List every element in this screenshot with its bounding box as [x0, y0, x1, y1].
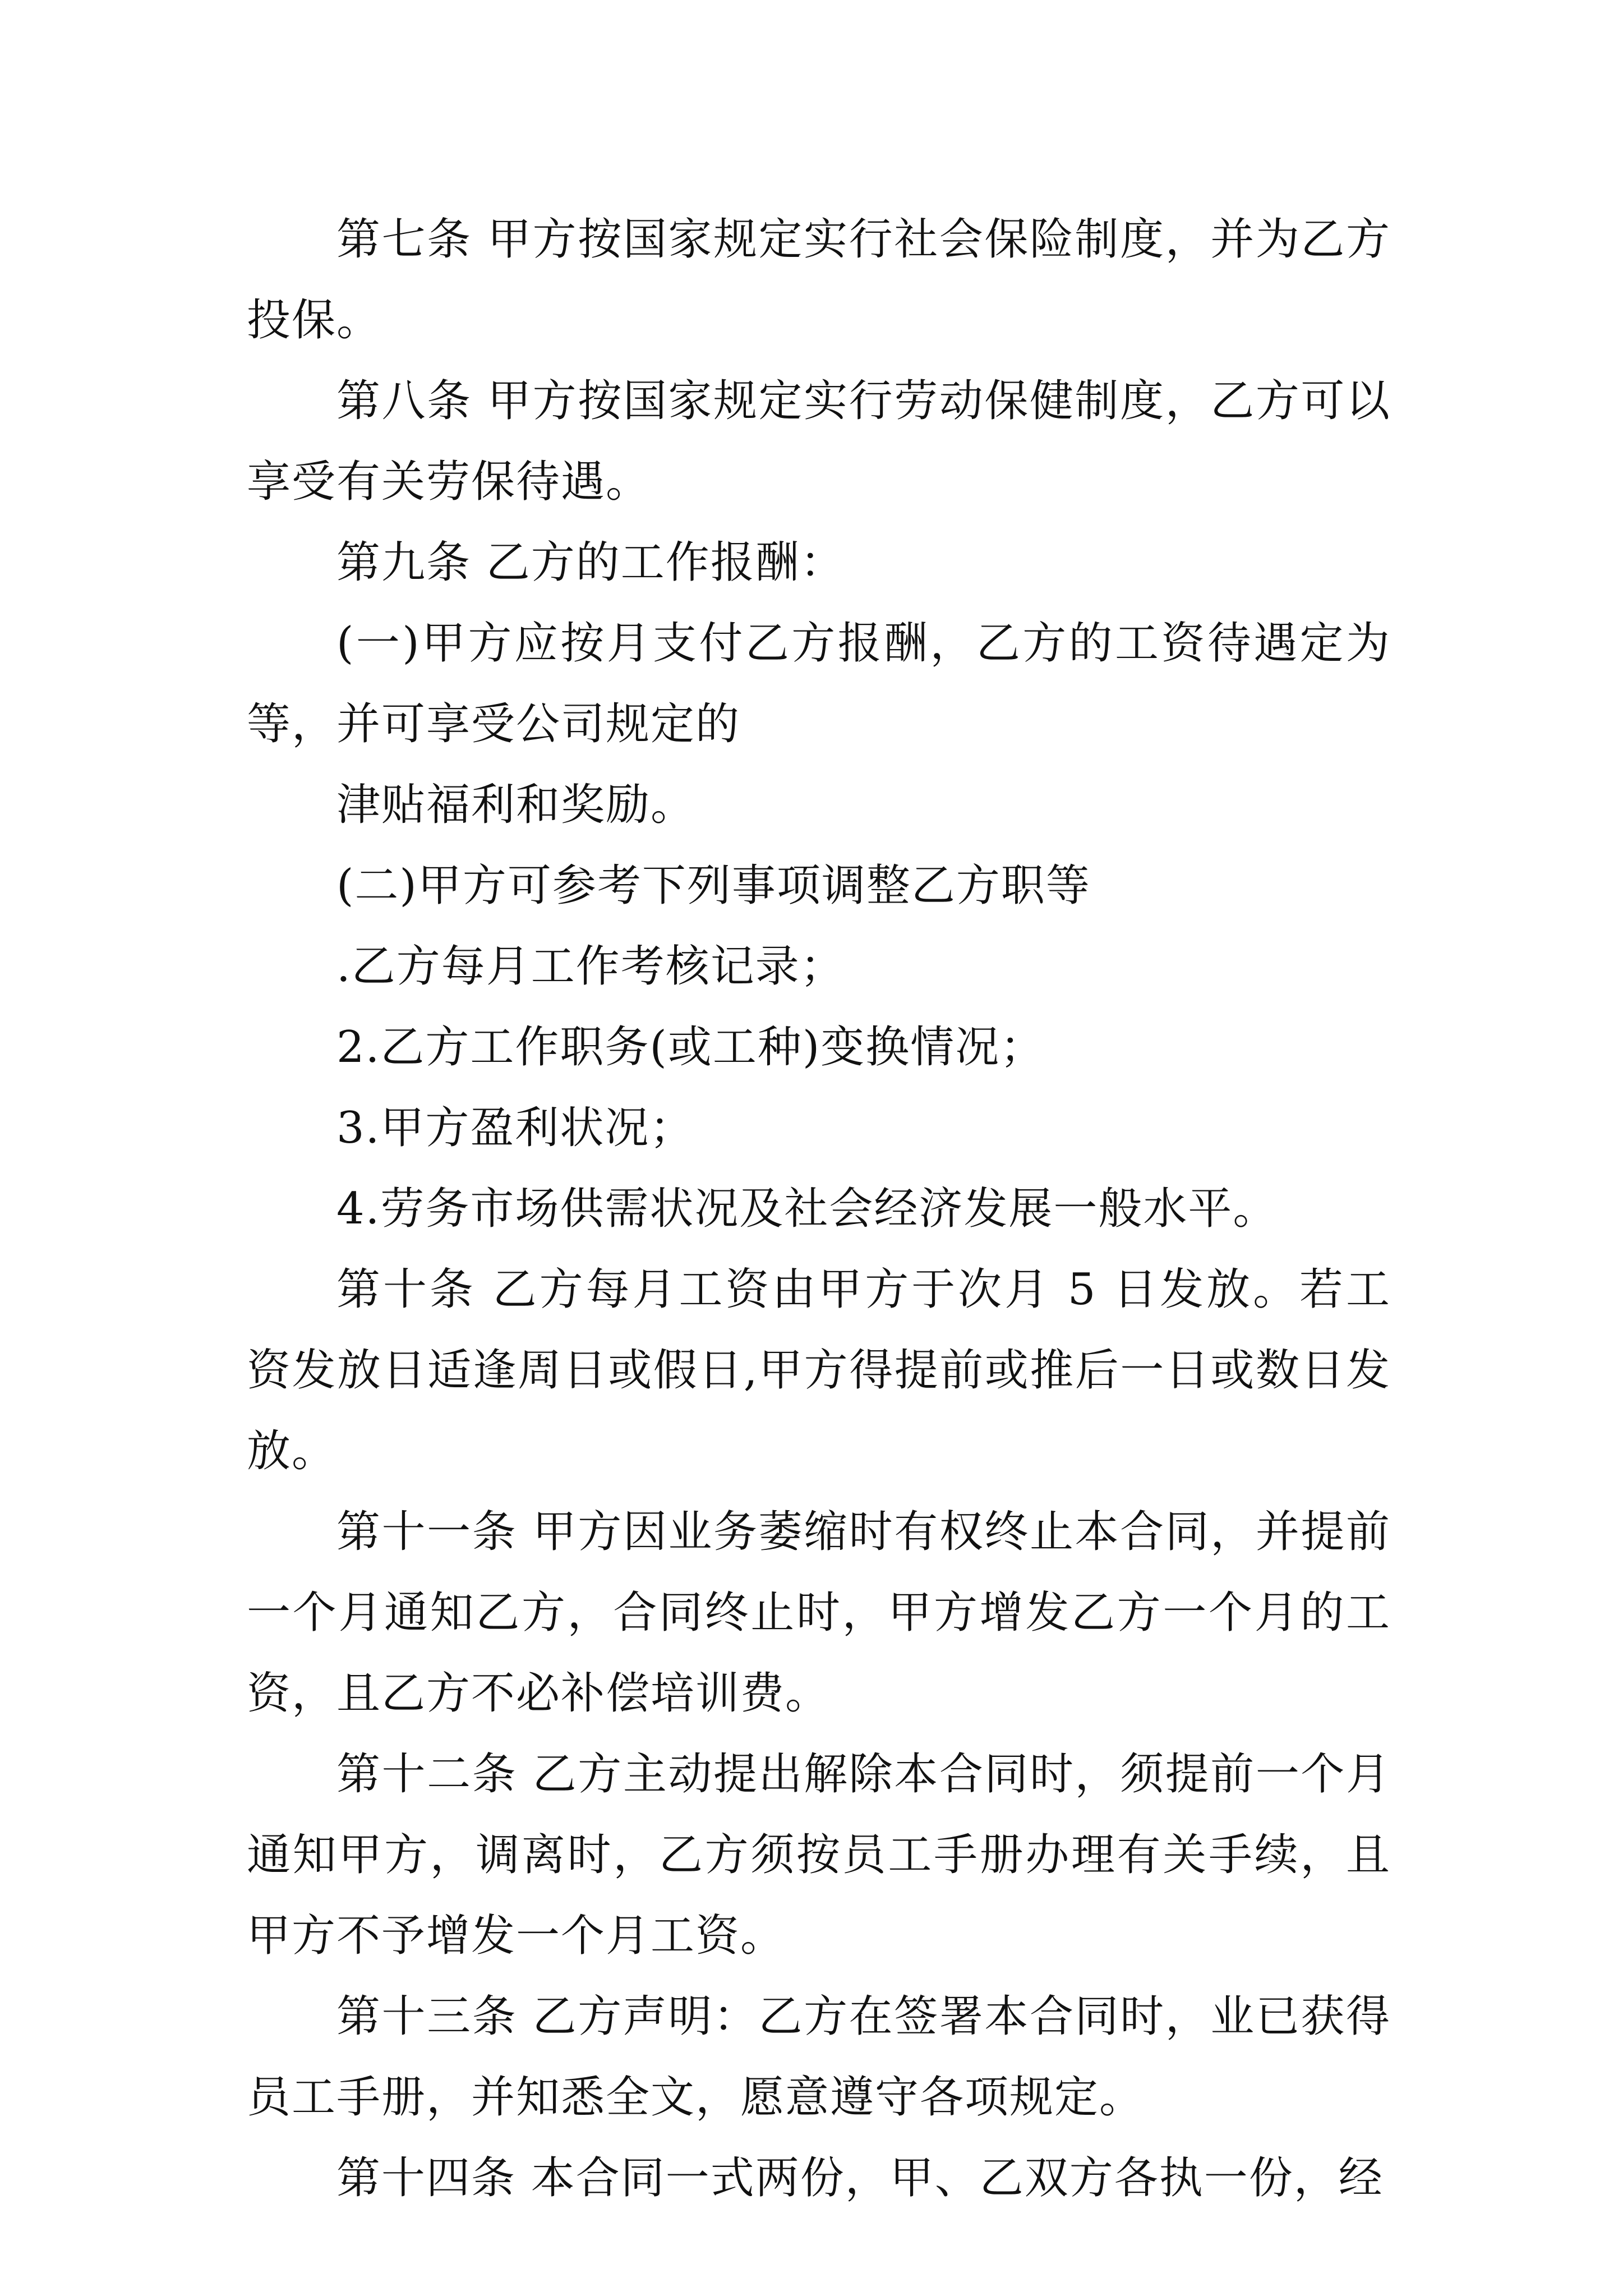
article-7: 第七条 甲方按国家规定实行社会保险制度，并为乙方投保。: [247, 214, 1391, 346]
article-9-item-1-continued: 津贴福利和奖励。: [336, 780, 696, 830]
article-8: 第八条 甲方按国家规定实行劳动保健制度，乙方可以享受有关劳保待遇。: [247, 376, 1391, 507]
article-10: 第十条 乙方每月工资由甲方于次月 5 日发放。若工资发放日适逢周日或假日,甲方得提前或推后一日或数日发放。: [247, 1264, 1391, 1476]
article-9-item-2: (二)甲方可参考下列事项调整乙方职等: [336, 861, 1091, 911]
article-12: 第十二条 乙方主动提出解除本合同时，须提前一个月通知甲方，调离时，乙方须按员工手册办理有关手续，且甲方不予增发一个月工资。: [247, 1749, 1391, 1961]
contract-body: [247, 199, 1391, 2219]
list-item-3: 3.甲方盈利状况；: [336, 1103, 695, 1153]
article-9-heading: 第九条 乙方的工作报酬：: [336, 537, 845, 588]
article-11: 第十一条 甲方因业务萎缩时有权终止本合同，并提前一个月通知乙方，合同终止时，甲方增发乙方一个月的工资，且乙方不必补偿培训费。: [247, 1507, 1391, 1719]
list-item-2: 2.乙方工作职务(或工种)变换情况；: [336, 1022, 1045, 1073]
article-9-item-1: (一)甲方应按月支付乙方报酬，乙方的工资待遇定为等，并可享受公司规定的: [247, 618, 1391, 749]
list-item-4: 4.劳务市场供需状况及社会经济发展一般水平。: [336, 1184, 1278, 1234]
list-item-1: .乙方每月工作考核记录；: [336, 941, 845, 992]
article-14: 第十四条 本合同一式两份，甲、乙双方各执一份，经: [336, 2153, 1384, 2203]
article-13: 第十三条 乙方声明：乙方在签署本合同时，业已获得员工手册，并知悉全文，愿意遵守各项规定。: [247, 1991, 1391, 2123]
